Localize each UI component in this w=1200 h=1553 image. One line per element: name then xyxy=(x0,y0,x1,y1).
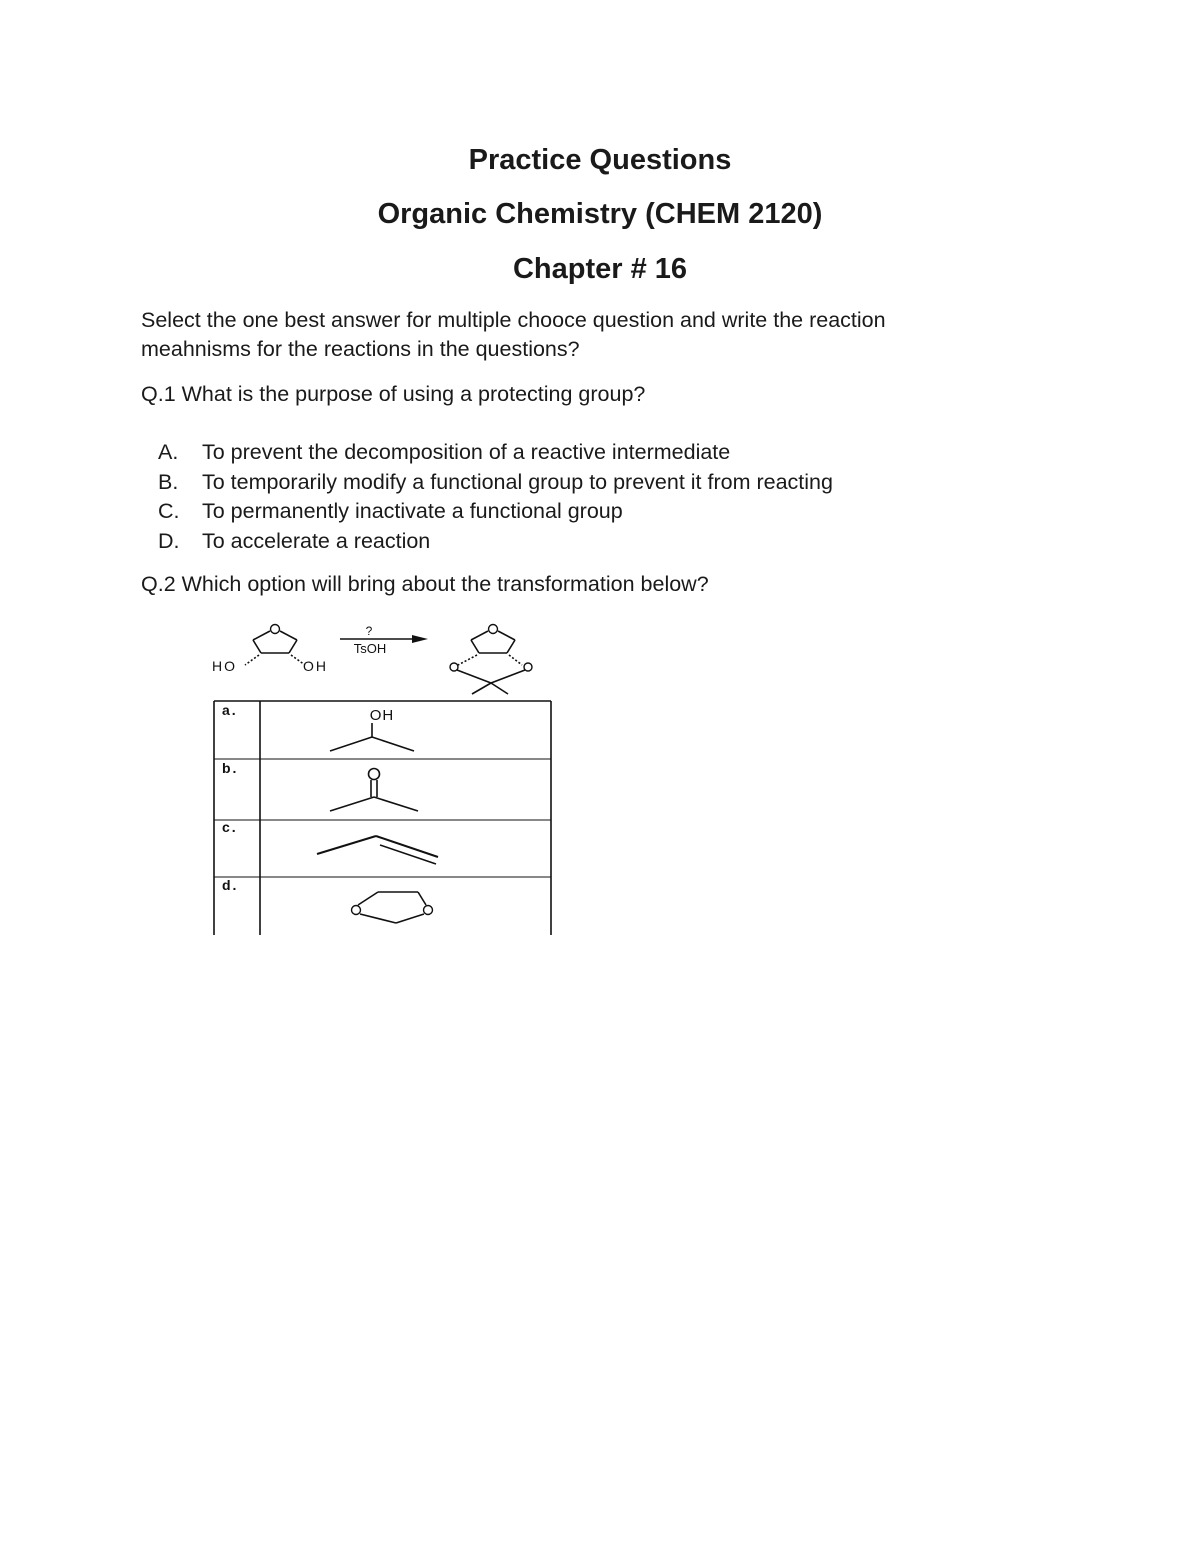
option-c xyxy=(158,497,833,527)
sm-left-label: HO xyxy=(212,658,237,674)
choice-b-row xyxy=(222,760,418,811)
starting-material-structure xyxy=(212,625,328,675)
choice-a-label: OH xyxy=(369,707,395,724)
choice-a-row xyxy=(222,702,414,751)
choice-letter: a. xyxy=(222,702,238,718)
isopropanol-structure xyxy=(330,723,414,751)
option-text: To permanently inactivate a functional group xyxy=(202,499,623,523)
question-2: Q.2 Which option will bring about the transformation below? xyxy=(141,572,709,596)
option-letter: A. xyxy=(158,440,179,464)
choice-letter: b. xyxy=(222,760,239,776)
option-b xyxy=(158,468,833,498)
option-a xyxy=(158,438,833,468)
choice-letter: c. xyxy=(222,819,238,835)
page-title: Practice Questions xyxy=(468,144,732,176)
option-letter: D. xyxy=(158,528,180,553)
option-d xyxy=(158,527,833,557)
option-text: To accelerate a reaction xyxy=(202,528,431,553)
course-title: Organic Chemistry (CHEM 2120) xyxy=(377,198,823,230)
choice-c-row xyxy=(222,819,438,864)
question-1-options xyxy=(158,438,833,556)
product-structure xyxy=(450,625,532,695)
acetone-structure xyxy=(330,769,418,812)
dioxolane-structure xyxy=(352,892,433,923)
sm-right-label: OH xyxy=(303,658,328,674)
propene-structure xyxy=(317,836,438,864)
option-text: To temporarily modify a functional group to prevent it from reacting xyxy=(202,469,833,494)
reagent-top: ? xyxy=(365,624,373,638)
chapter-title: Chapter # 16 xyxy=(512,253,688,285)
reaction-arrow xyxy=(340,624,428,656)
reaction-figure xyxy=(200,615,570,940)
option-letter: C. xyxy=(158,499,180,523)
choices-table xyxy=(214,701,551,935)
option-letter: B. xyxy=(158,469,179,494)
reagent-bottom: TsOH xyxy=(353,641,387,656)
option-text: To prevent the decomposition of a reactive intermediate xyxy=(202,440,731,464)
choice-d-row xyxy=(222,877,433,923)
question-1: Q.1 What is the purpose of using a protecting group? xyxy=(141,382,646,406)
choice-letter: d. xyxy=(222,877,239,893)
instructions: Select the one best answer for multiple chooce question and write the reaction meahnisms for the reactions in the questions? xyxy=(141,308,886,361)
